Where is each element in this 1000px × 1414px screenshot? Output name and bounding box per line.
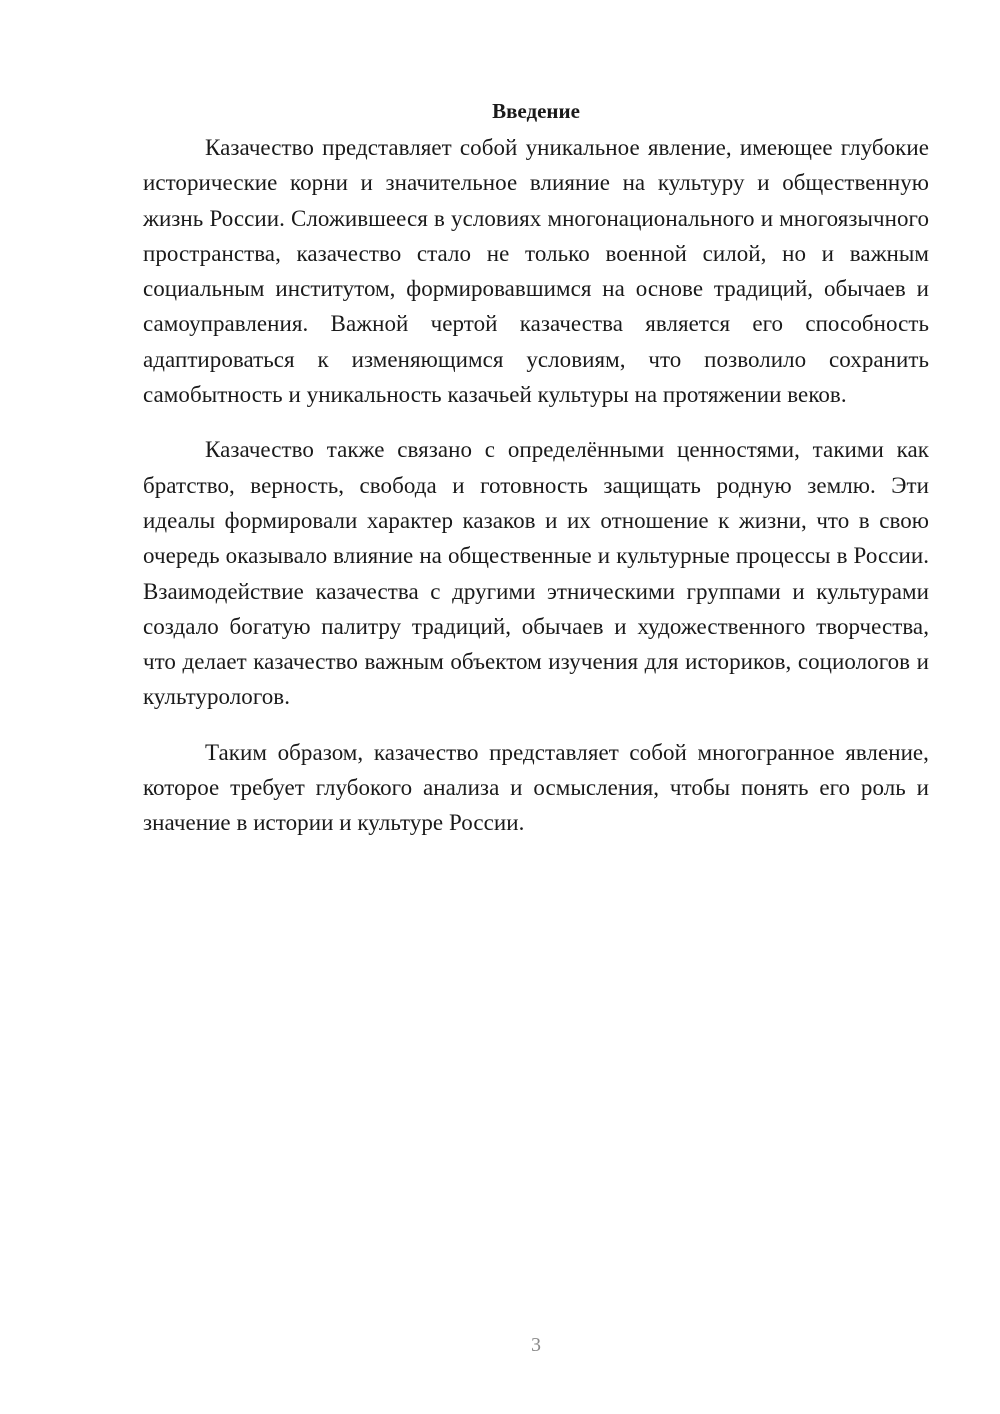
page-number: 3: [531, 1334, 541, 1356]
paragraph-2: Казачество также связано с определёнными ценностями, такими как братство, верность, свобода и готовность защищать родную землю. Эти идеалы формировали характер казаков и их отношение к жизни, что в свою очередь оказывало влияние на общественные и культурные процессы в России. Взаимодействие казачества с другими этническими группами и культурами создало богатую палитру традиций, обычаев и художественного творчества, что делает казачество важным объектом изучения для историков, социологов и культурологов.: [143, 437, 929, 710]
page-content: [143, 96, 929, 861]
section-title: Введение: [492, 99, 580, 123]
paragraph-1: Казачество представляет собой уникальное явление, имеющее глубокие исторические корни и значительное влияние на культуру и общественную жизнь России. Сложившееся в условиях многонационального и многоязычного пространства, казачество стало не только военной силой, но и важным социальным институтом, формировавшимся на основе традиций, обычаев и самоуправления. Важной чертой казачества является его способность адаптироваться к изменяющимся условиям, что позволило сохранить самобытность и уникальность казачьей культуры на протяжении веков.: [143, 135, 929, 408]
paragraph-3: Таким образом, казачество представляет собой многогранное явление, которое требует глубокого анализа и осмысления, чтобы понять его роль и значение в истории и культуре России.: [143, 739, 929, 836]
